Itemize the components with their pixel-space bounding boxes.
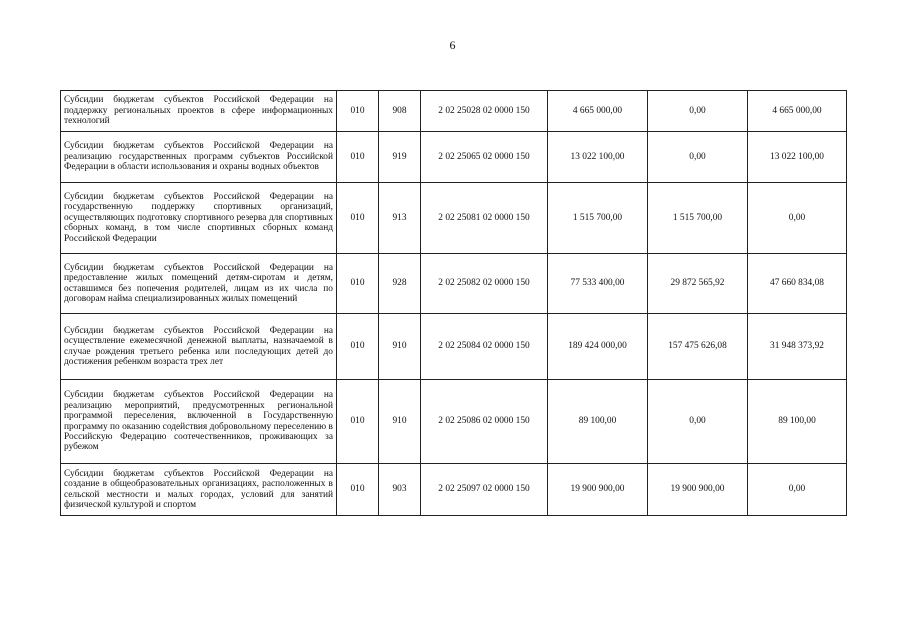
row-amount-3: 31 948 373,92 [748, 314, 847, 380]
row-admin-code: 010 [337, 132, 379, 183]
row-admin-code: 010 [337, 91, 379, 132]
row-amount-2: 157 475 626,08 [648, 314, 748, 380]
row-description: Субсидии бюджетам субъектов Российской Федерации на осуществление ежемесячной денежной выплаты, назначаемой в случае рождения третьего ребенка или последующих детей до достижения ребенком возраста трех лет [61, 314, 337, 380]
row-amount-total: 189 424 000,00 [548, 314, 648, 380]
row-grbs-code: 919 [379, 132, 421, 183]
row-amount-2: 1 515 700,00 [648, 183, 748, 254]
row-amount-2: 0,00 [648, 380, 748, 464]
row-admin-code: 010 [337, 464, 379, 516]
row-kbk-code: 2 02 25097 02 0000 150 [421, 464, 548, 516]
row-amount-2: 0,00 [648, 132, 748, 183]
row-amount-total: 4 665 000,00 [548, 91, 648, 132]
row-grbs-code: 903 [379, 464, 421, 516]
row-grbs-code: 913 [379, 183, 421, 254]
row-amount-3: 47 660 834,08 [748, 254, 847, 314]
row-grbs-code: 910 [379, 380, 421, 464]
row-kbk-code: 2 02 25084 02 0000 150 [421, 314, 548, 380]
table-row [61, 91, 847, 132]
row-amount-total: 77 533 400,00 [548, 254, 648, 314]
row-admin-code: 010 [337, 183, 379, 254]
row-amount-3: 89 100,00 [748, 380, 847, 464]
row-amount-total: 89 100,00 [548, 380, 648, 464]
row-kbk-code: 2 02 25081 02 0000 150 [421, 183, 548, 254]
row-description: Субсидии бюджетам субъектов Российской Федерации на государственную поддержку спортивных организаций, осуществляющих подготовку спортивного резерва для спортивных сборных команд, в том числе спортивных сборных команд Российской Федерации [61, 183, 337, 254]
row-amount-2: 29 872 565,92 [648, 254, 748, 314]
row-grbs-code: 910 [379, 314, 421, 380]
row-grbs-code: 908 [379, 91, 421, 132]
page-number: 6 [449, 38, 456, 52]
row-admin-code: 010 [337, 254, 379, 314]
row-kbk-code: 2 02 25082 02 0000 150 [421, 254, 548, 314]
table-row [61, 254, 847, 314]
row-admin-code: 010 [337, 314, 379, 380]
row-amount-3: 13 022 100,00 [748, 132, 847, 183]
row-kbk-code: 2 02 25065 02 0000 150 [421, 132, 548, 183]
row-amount-total: 1 515 700,00 [548, 183, 648, 254]
row-kbk-code: 2 02 25086 02 0000 150 [421, 380, 548, 464]
row-description: Субсидии бюджетам субъектов Российской Федерации на предоставление жилых помещений детям-сиротам и детям, оставшимся без попечения родителей, лицам из их числа по договорам найма специализированных жилых помещений [61, 254, 337, 314]
budget-table [60, 90, 847, 516]
row-description: Субсидии бюджетам субъектов Российской Федерации на реализацию мероприятий, предусмотренных региональной программой переселения, включенной в Государственную программу по оказанию содействия добровольному переселению в Российскую Федерацию соотечественников, проживающих за рубежом [61, 380, 337, 464]
table-row [61, 132, 847, 183]
row-amount-2: 19 900 900,00 [648, 464, 748, 516]
table-body [61, 91, 847, 516]
row-amount-3: 0,00 [748, 464, 847, 516]
row-description: Субсидии бюджетам субъектов Российской Федерации на создание в общеобразовательных организациях, расположенных в сельской местности и малых городах, условий для занятий физической культурой и спортом [61, 464, 337, 516]
row-amount-total: 13 022 100,00 [548, 132, 648, 183]
row-admin-code: 010 [337, 380, 379, 464]
row-description: Субсидии бюджетам субъектов Российской Федерации на поддержку региональных проектов в сфере информационных технологий [61, 91, 337, 132]
row-amount-2: 0,00 [648, 91, 748, 132]
row-amount-3: 0,00 [748, 183, 847, 254]
table-row [61, 183, 847, 254]
row-kbk-code: 2 02 25028 02 0000 150 [421, 91, 548, 132]
row-grbs-code: 928 [379, 254, 421, 314]
table-row [61, 464, 847, 516]
row-amount-3: 4 665 000,00 [748, 91, 847, 132]
table-row [61, 314, 847, 380]
table-row [61, 380, 847, 464]
row-description: Субсидии бюджетам субъектов Российской Федерации на реализацию государственных программ субъектов Российской Федерации в области использования и охраны водных объектов [61, 132, 337, 183]
row-amount-total: 19 900 900,00 [548, 464, 648, 516]
